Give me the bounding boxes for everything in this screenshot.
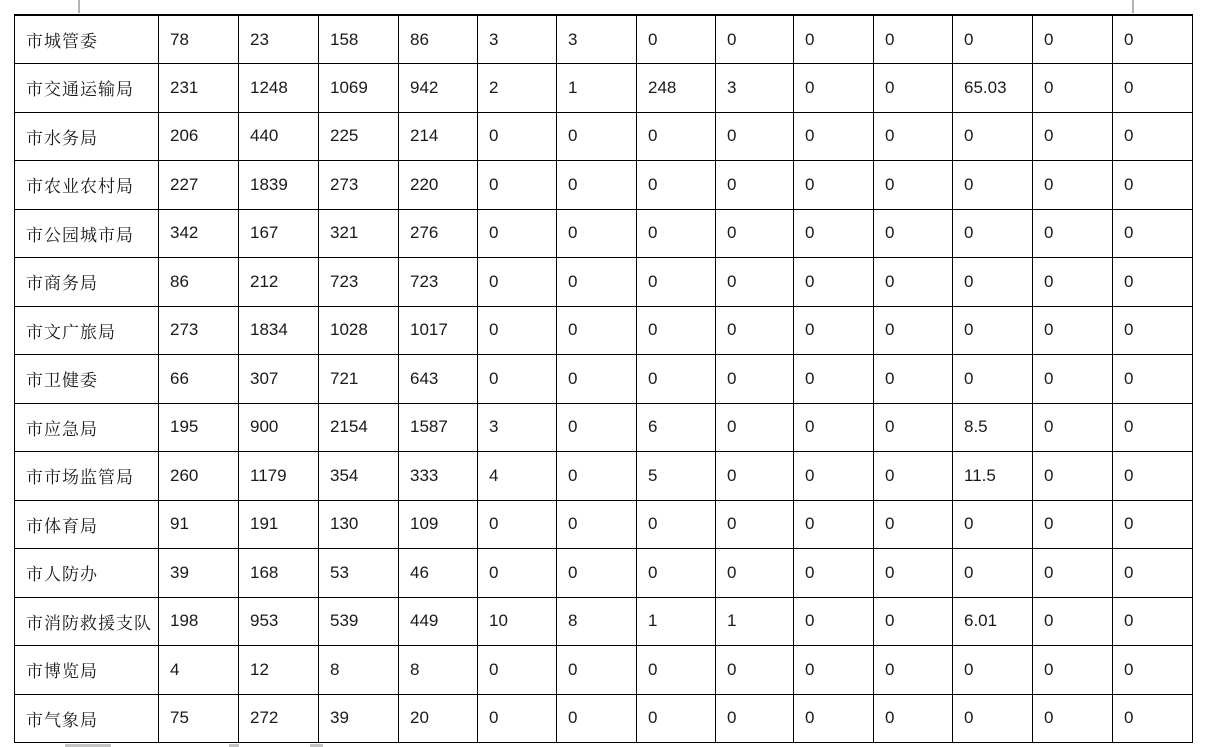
value-cell: 276 xyxy=(399,209,478,258)
value-cell: 8 xyxy=(557,597,637,646)
table-row xyxy=(15,64,1193,113)
table-row xyxy=(15,161,1193,210)
value-cell: 5 xyxy=(637,452,716,501)
table-row xyxy=(15,306,1193,355)
value-cell: 0 xyxy=(794,161,874,210)
value-cell: 321 xyxy=(319,209,399,258)
value-cell: 0 xyxy=(794,694,874,743)
value-cell: 723 xyxy=(399,258,478,307)
value-cell: 0 xyxy=(478,355,557,404)
value-cell: 0 xyxy=(716,646,794,695)
value-cell: 39 xyxy=(319,694,399,743)
value-cell: 0 xyxy=(1113,403,1193,452)
value-cell: 167 xyxy=(239,209,319,258)
value-cell: 0 xyxy=(874,161,953,210)
value-cell: 0 xyxy=(794,452,874,501)
department-name-cell: 市商务局 xyxy=(15,258,159,307)
department-name-cell: 市城管委 xyxy=(15,15,159,64)
value-cell: 721 xyxy=(319,355,399,404)
value-cell: 449 xyxy=(399,597,478,646)
value-cell: 0 xyxy=(1033,500,1113,549)
value-cell: 8.5 xyxy=(953,403,1033,452)
value-cell: 0 xyxy=(874,597,953,646)
value-cell: 248 xyxy=(637,64,716,113)
value-cell: 0 xyxy=(794,549,874,598)
value-cell: 0 xyxy=(953,694,1033,743)
table-row xyxy=(15,258,1193,307)
value-cell: 0 xyxy=(1113,597,1193,646)
value-cell: 0 xyxy=(874,694,953,743)
value-cell: 6 xyxy=(637,403,716,452)
value-cell: 0 xyxy=(794,306,874,355)
table-row xyxy=(15,112,1193,161)
value-cell: 212 xyxy=(239,258,319,307)
value-cell: 11.5 xyxy=(953,452,1033,501)
value-cell: 0 xyxy=(716,500,794,549)
value-cell: 8 xyxy=(319,646,399,695)
value-cell: 0 xyxy=(1033,549,1113,598)
value-cell: 0 xyxy=(953,500,1033,549)
table-body xyxy=(15,15,1193,743)
value-cell: 0 xyxy=(478,549,557,598)
value-cell: 272 xyxy=(239,694,319,743)
value-cell: 2154 xyxy=(319,403,399,452)
value-cell: 0 xyxy=(1033,64,1113,113)
value-cell: 158 xyxy=(319,15,399,64)
value-cell: 0 xyxy=(1113,549,1193,598)
value-cell: 0 xyxy=(874,500,953,549)
value-cell: 0 xyxy=(874,209,953,258)
value-cell: 0 xyxy=(1113,694,1193,743)
value-cell: 109 xyxy=(399,500,478,549)
value-cell: 86 xyxy=(399,15,478,64)
value-cell: 0 xyxy=(478,112,557,161)
value-cell: 39 xyxy=(159,549,239,598)
page-boundary-mark-left xyxy=(78,0,80,13)
value-cell: 0 xyxy=(716,258,794,307)
department-name-cell: 市博览局 xyxy=(15,646,159,695)
value-cell: 0 xyxy=(637,355,716,404)
value-cell: 3 xyxy=(716,64,794,113)
value-cell: 539 xyxy=(319,597,399,646)
value-cell: 0 xyxy=(478,306,557,355)
value-cell: 0 xyxy=(1033,452,1113,501)
value-cell: 0 xyxy=(953,355,1033,404)
table-row xyxy=(15,694,1193,743)
value-cell: 0 xyxy=(478,694,557,743)
department-name-cell: 市公园城市局 xyxy=(15,209,159,258)
value-cell: 0 xyxy=(1033,209,1113,258)
value-cell: 0 xyxy=(637,15,716,64)
value-cell: 0 xyxy=(1113,355,1193,404)
value-cell: 0 xyxy=(1033,597,1113,646)
value-cell: 0 xyxy=(557,258,637,307)
value-cell: 225 xyxy=(319,112,399,161)
value-cell: 91 xyxy=(159,500,239,549)
value-cell: 0 xyxy=(1113,452,1193,501)
value-cell: 53 xyxy=(319,549,399,598)
value-cell: 198 xyxy=(159,597,239,646)
value-cell: 273 xyxy=(159,306,239,355)
value-cell: 0 xyxy=(1113,258,1193,307)
value-cell: 0 xyxy=(1033,694,1113,743)
value-cell: 1028 xyxy=(319,306,399,355)
value-cell: 0 xyxy=(953,549,1033,598)
value-cell: 0 xyxy=(1113,112,1193,161)
value-cell: 0 xyxy=(557,355,637,404)
value-cell: 0 xyxy=(557,306,637,355)
value-cell: 20 xyxy=(399,694,478,743)
value-cell: 0 xyxy=(874,306,953,355)
value-cell: 0 xyxy=(953,646,1033,695)
value-cell: 0 xyxy=(716,209,794,258)
value-cell: 0 xyxy=(557,549,637,598)
value-cell: 1179 xyxy=(239,452,319,501)
value-cell: 86 xyxy=(159,258,239,307)
value-cell: 0 xyxy=(874,452,953,501)
table-row xyxy=(15,500,1193,549)
value-cell: 1 xyxy=(716,597,794,646)
value-cell: 0 xyxy=(794,597,874,646)
value-cell: 0 xyxy=(874,15,953,64)
value-cell: 0 xyxy=(794,209,874,258)
value-cell: 0 xyxy=(716,15,794,64)
value-cell: 0 xyxy=(953,258,1033,307)
department-name-cell: 市农业农村局 xyxy=(15,161,159,210)
value-cell: 0 xyxy=(1033,306,1113,355)
value-cell: 0 xyxy=(557,403,637,452)
value-cell: 0 xyxy=(953,112,1033,161)
value-cell: 1587 xyxy=(399,403,478,452)
value-cell: 195 xyxy=(159,403,239,452)
value-cell: 0 xyxy=(557,452,637,501)
value-cell: 66 xyxy=(159,355,239,404)
table-row xyxy=(15,209,1193,258)
department-name-cell: 市水务局 xyxy=(15,112,159,161)
value-cell: 206 xyxy=(159,112,239,161)
value-cell: 214 xyxy=(399,112,478,161)
value-cell: 75 xyxy=(159,694,239,743)
value-cell: 0 xyxy=(716,112,794,161)
value-cell: 953 xyxy=(239,597,319,646)
value-cell: 1839 xyxy=(239,161,319,210)
value-cell: 0 xyxy=(1033,112,1113,161)
value-cell: 3 xyxy=(478,15,557,64)
table-row xyxy=(15,597,1193,646)
value-cell: 0 xyxy=(794,646,874,695)
value-cell: 1017 xyxy=(399,306,478,355)
value-cell: 2 xyxy=(478,64,557,113)
value-cell: 0 xyxy=(637,694,716,743)
value-cell: 0 xyxy=(557,209,637,258)
table-row xyxy=(15,403,1193,452)
value-cell: 1248 xyxy=(239,64,319,113)
value-cell: 0 xyxy=(794,403,874,452)
department-statistics-table xyxy=(14,14,1193,743)
value-cell: 0 xyxy=(557,694,637,743)
value-cell: 78 xyxy=(159,15,239,64)
value-cell: 333 xyxy=(399,452,478,501)
value-cell: 307 xyxy=(239,355,319,404)
value-cell: 0 xyxy=(874,258,953,307)
value-cell: 0 xyxy=(478,258,557,307)
value-cell: 0 xyxy=(794,64,874,113)
value-cell: 0 xyxy=(953,306,1033,355)
department-name-cell: 市市场监管局 xyxy=(15,452,159,501)
value-cell: 0 xyxy=(874,549,953,598)
department-name-cell: 市应急局 xyxy=(15,403,159,452)
value-cell: 942 xyxy=(399,64,478,113)
value-cell: 0 xyxy=(478,500,557,549)
value-cell: 0 xyxy=(1113,500,1193,549)
value-cell: 0 xyxy=(794,500,874,549)
value-cell: 0 xyxy=(557,161,637,210)
value-cell: 354 xyxy=(319,452,399,501)
value-cell: 227 xyxy=(159,161,239,210)
value-cell: 0 xyxy=(557,646,637,695)
value-cell: 4 xyxy=(478,452,557,501)
value-cell: 23 xyxy=(239,15,319,64)
value-cell: 0 xyxy=(716,306,794,355)
value-cell: 1834 xyxy=(239,306,319,355)
department-name-cell: 市消防救援支队 xyxy=(15,597,159,646)
table-row xyxy=(15,15,1193,64)
value-cell: 0 xyxy=(874,64,953,113)
value-cell: 0 xyxy=(637,306,716,355)
value-cell: 0 xyxy=(637,549,716,598)
value-cell: 1069 xyxy=(319,64,399,113)
value-cell: 0 xyxy=(953,15,1033,64)
value-cell: 0 xyxy=(953,209,1033,258)
value-cell: 10 xyxy=(478,597,557,646)
value-cell: 231 xyxy=(159,64,239,113)
table-row xyxy=(15,549,1193,598)
value-cell: 0 xyxy=(874,403,953,452)
value-cell: 3 xyxy=(557,15,637,64)
value-cell: 0 xyxy=(1113,306,1193,355)
value-cell: 65.03 xyxy=(953,64,1033,113)
value-cell: 0 xyxy=(557,500,637,549)
value-cell: 0 xyxy=(716,452,794,501)
value-cell: 643 xyxy=(399,355,478,404)
department-name-cell: 市文广旅局 xyxy=(15,306,159,355)
page-boundary-mark-right xyxy=(1132,0,1134,13)
value-cell: 0 xyxy=(1033,161,1113,210)
value-cell: 0 xyxy=(1113,209,1193,258)
value-cell: 0 xyxy=(637,258,716,307)
value-cell: 0 xyxy=(637,161,716,210)
value-cell: 0 xyxy=(1033,355,1113,404)
value-cell: 8 xyxy=(399,646,478,695)
department-name-cell: 市人防办 xyxy=(15,549,159,598)
value-cell: 1 xyxy=(637,597,716,646)
value-cell: 0 xyxy=(716,161,794,210)
value-cell: 723 xyxy=(319,258,399,307)
value-cell: 6.01 xyxy=(953,597,1033,646)
table-row xyxy=(15,355,1193,404)
value-cell: 0 xyxy=(794,112,874,161)
value-cell: 46 xyxy=(399,549,478,598)
value-cell: 0 xyxy=(716,355,794,404)
value-cell: 0 xyxy=(1113,15,1193,64)
value-cell: 0 xyxy=(637,112,716,161)
value-cell: 0 xyxy=(557,112,637,161)
value-cell: 0 xyxy=(794,258,874,307)
value-cell: 273 xyxy=(319,161,399,210)
value-cell: 900 xyxy=(239,403,319,452)
value-cell: 0 xyxy=(478,161,557,210)
value-cell: 0 xyxy=(637,500,716,549)
value-cell: 0 xyxy=(953,161,1033,210)
value-cell: 0 xyxy=(478,646,557,695)
value-cell: 342 xyxy=(159,209,239,258)
value-cell: 0 xyxy=(637,209,716,258)
value-cell: 0 xyxy=(1033,258,1113,307)
value-cell: 0 xyxy=(1033,646,1113,695)
value-cell: 220 xyxy=(399,161,478,210)
value-cell: 260 xyxy=(159,452,239,501)
value-cell: 12 xyxy=(239,646,319,695)
value-cell: 0 xyxy=(1113,161,1193,210)
value-cell: 0 xyxy=(874,112,953,161)
value-cell: 0 xyxy=(874,355,953,404)
value-cell: 0 xyxy=(1033,15,1113,64)
department-name-cell: 市气象局 xyxy=(15,694,159,743)
value-cell: 0 xyxy=(637,646,716,695)
value-cell: 168 xyxy=(239,549,319,598)
value-cell: 0 xyxy=(478,209,557,258)
value-cell: 0 xyxy=(716,549,794,598)
table-row xyxy=(15,452,1193,501)
value-cell: 3 xyxy=(478,403,557,452)
value-cell: 130 xyxy=(319,500,399,549)
department-name-cell: 市体育局 xyxy=(15,500,159,549)
value-cell: 0 xyxy=(794,15,874,64)
value-cell: 440 xyxy=(239,112,319,161)
department-name-cell: 市交通运输局 xyxy=(15,64,159,113)
value-cell: 0 xyxy=(1113,646,1193,695)
value-cell: 0 xyxy=(874,646,953,695)
table-row xyxy=(15,646,1193,695)
value-cell: 191 xyxy=(239,500,319,549)
department-name-cell: 市卫健委 xyxy=(15,355,159,404)
value-cell: 0 xyxy=(1113,64,1193,113)
value-cell: 0 xyxy=(794,355,874,404)
value-cell: 0 xyxy=(1033,403,1113,452)
value-cell: 4 xyxy=(159,646,239,695)
value-cell: 0 xyxy=(716,403,794,452)
value-cell: 1 xyxy=(557,64,637,113)
value-cell: 0 xyxy=(716,694,794,743)
